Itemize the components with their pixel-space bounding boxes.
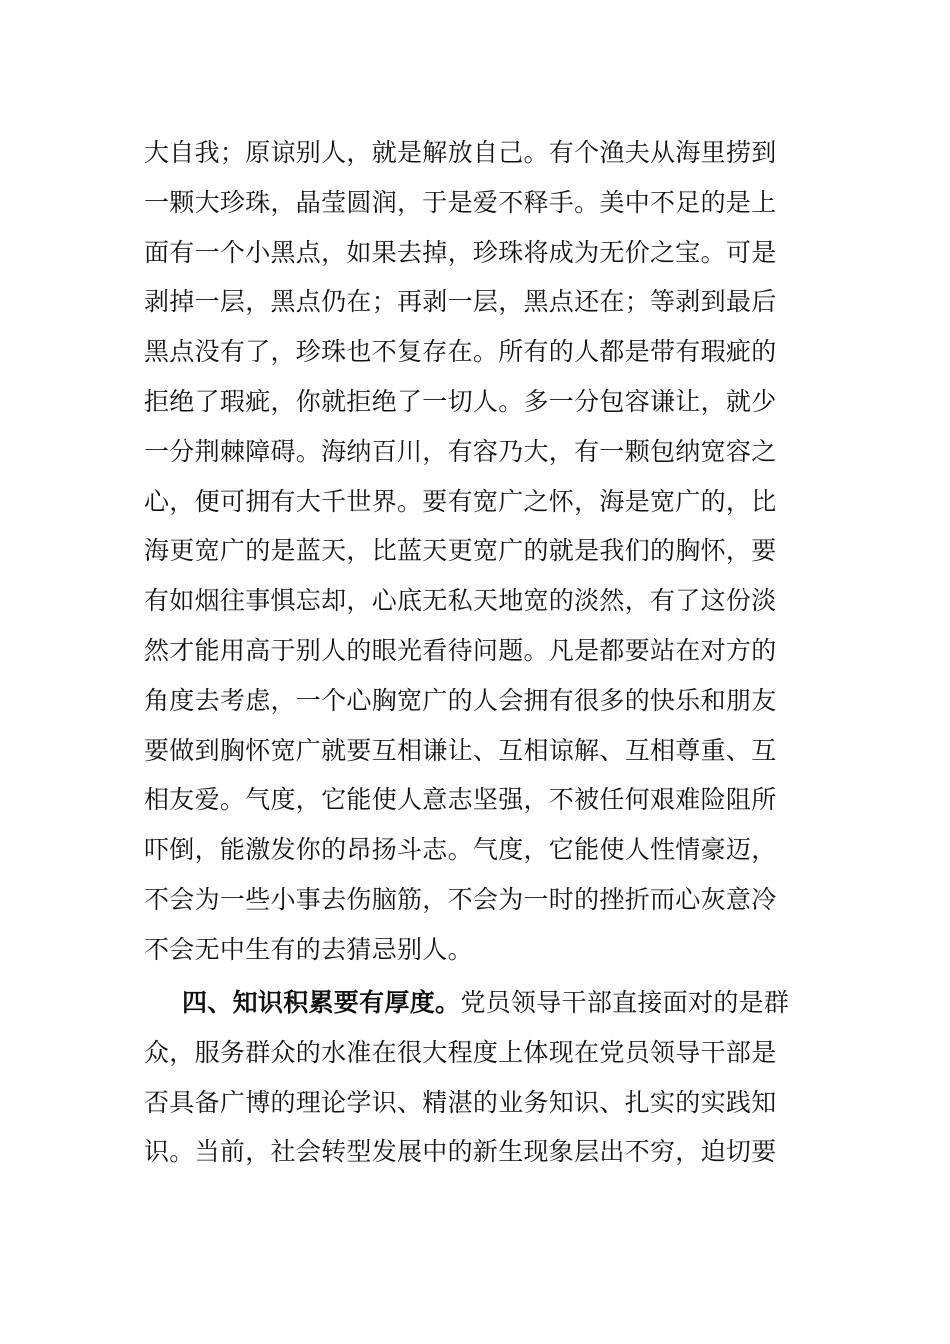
text-line: 剥掉一层，黑点仍在；再剥一层，黑点还在；等剥到最后: [144, 287, 777, 317]
text-line: 黑点没有了，珍珠也不复存在。所有的人都是带有瑕疵的: [144, 337, 777, 367]
text-line: 然才能用高于别人的眼光看待问题。凡是都要站在对方的: [144, 635, 777, 665]
paragraph-1: [144, 128, 814, 975]
text-line: 一颗大珍珠，晶莹圆润，于是爱不释手。美中不足的是上: [144, 187, 777, 217]
text-line: 识。当前，社会转型发展中的新生现象层出不穷，迫切要: [144, 1137, 777, 1167]
text-line: 否具备广博的理论学识、精湛的业务知识、扎实的实践知: [144, 1087, 777, 1117]
text-line: 不会为一些小事去伤脑筋，不会为一时的挫折而心灰意冷: [144, 884, 777, 914]
text-line: 众，服务群众的水准在很大程度上体现在党员领导干部是: [144, 1037, 777, 1067]
text-line: 角度去考虑，一个心胸宽广的人会拥有很多的快乐和朋友: [144, 685, 777, 715]
text-line: 海更宽广的是蓝天，比蓝天更宽广的就是我们的胸怀，要: [144, 536, 777, 566]
text-line: 要做到胸怀宽广就要互相谦让、互相谅解、互相尊重、互: [144, 735, 777, 765]
text-run: 党员领导干部直接面对的是群: [460, 988, 790, 1017]
text-line: 面有一个小黑点，如果去掉，珍珠将成为无价之宝。可是: [144, 237, 777, 267]
text-line: 相友爱。气度，它能使人意志坚强，不被任何艰难险阻所: [144, 785, 777, 815]
text-line: 不会无中生有的去猜忌别人。: [144, 934, 473, 964]
text-line: 有如烟往事惧忘却，心底无私天地宽的淡然，有了这份淡: [144, 586, 777, 616]
text-line: 一分荆棘障碍。海纳百川，有容乃大，有一颗包纳宽容之: [144, 436, 777, 466]
text-line: 吓倒，能激发你的昂扬斗志。气度，它能使人性情豪迈，: [144, 835, 777, 865]
text-line: 心，便可拥有大千世界。要有宽广之怀，海是宽广的，比: [144, 486, 777, 516]
text-line: 拒绝了瑕疵，你就拒绝了一切人。多一分包容谦让，就少: [144, 386, 777, 416]
text-line-first: [144, 978, 814, 1028]
text-line: 大自我；原谅别人，就是解放自己。有个渔夫从海里捞到: [144, 138, 777, 167]
section-heading: 四、知识积累要有厚度。: [182, 988, 461, 1017]
paragraph-2: [144, 978, 814, 1177]
